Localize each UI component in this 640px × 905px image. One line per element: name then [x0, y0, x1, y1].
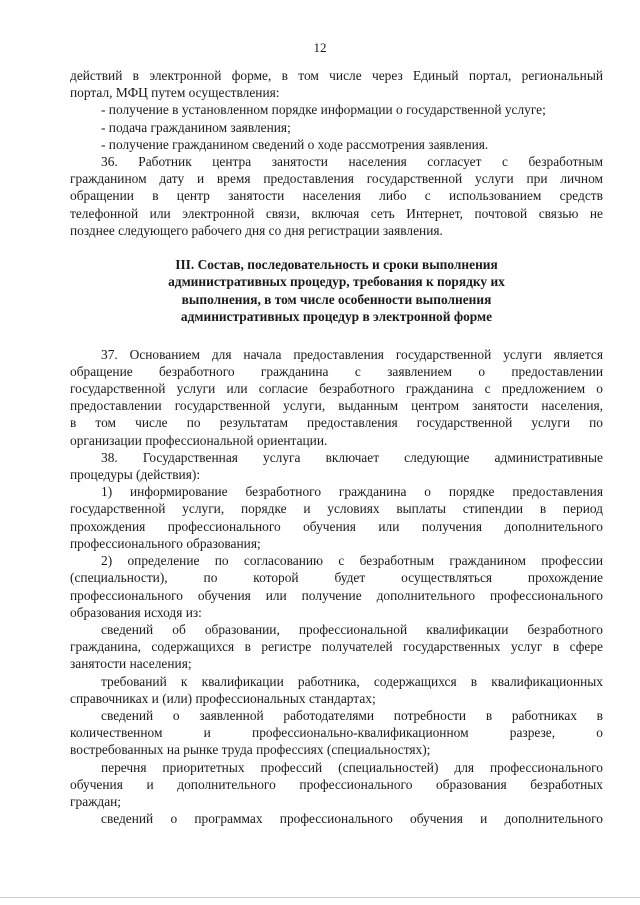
- section-heading: [70, 256, 603, 326]
- text-line: профессионального обучения или получение дополнительного профессионального: [70, 587, 603, 603]
- text-line: 38. Государственная услуга включает следующие административные: [101, 449, 603, 465]
- text-line: справочниках и (или) профессиональных стандартах;: [70, 690, 376, 706]
- paragraph: [70, 707, 603, 759]
- text-line: позднее следующего рабочего дня со дня регистрации заявления.: [70, 222, 443, 238]
- paragraph: [70, 153, 603, 239]
- paragraph: [70, 810, 603, 827]
- text-line: - подача гражданином заявления;: [101, 119, 291, 135]
- heading-line: административных процедур в электронной форме: [180, 309, 493, 325]
- heading-line: административных процедур, требования к порядку их: [168, 274, 505, 290]
- paragraph: [70, 101, 603, 118]
- text-line: предоставлении государственной услуги, выданным центром занятости населения,: [70, 398, 603, 414]
- text-line: требований к квалификации работника, содержащихся в квалификационных: [101, 673, 603, 689]
- text-line: обращение безработного гражданина с заявлением о предоставлении: [70, 363, 603, 379]
- text-line: сведений о программах профессионального обучения и дополнительного: [101, 811, 603, 827]
- paragraph: [70, 759, 603, 811]
- text-line: занятости населения;: [70, 656, 192, 672]
- text-line: количественном и профессионально-квалификационном разрезе, о: [70, 725, 603, 741]
- text-line: перечня приоритетных профессий (специальностей) для профессионального: [101, 759, 603, 775]
- text-line: граждан;: [70, 793, 122, 809]
- page-bottom-edge: [0, 897, 640, 898]
- text-line: 2) определение по согласованию с безработным гражданином профессии: [101, 553, 603, 569]
- paragraphs-after-heading: [70, 346, 603, 828]
- text-line: 1) информирование безработного гражданина о порядке предоставления: [101, 484, 603, 500]
- text-line: в том числе по результатам предоставления государственной услуги по: [70, 415, 603, 431]
- paragraph: [70, 119, 603, 136]
- document-body: [70, 67, 603, 827]
- text-line: телефонной или электронной связи, включая сеть Интернет, почтовой связью не: [70, 205, 603, 221]
- paragraph: [70, 552, 603, 621]
- paragraphs-before-heading: [70, 67, 603, 239]
- text-line: гражданина, содержащихся в регистре получателей государственных услуг в сфере: [70, 639, 603, 655]
- text-line: обучения и дополнительного профессионального образования безработных: [70, 776, 603, 792]
- text-line: портал, МФЦ путем осуществления:: [70, 85, 280, 101]
- text-line: востребованных на рынке труда профессиях (специальностях);: [70, 742, 431, 758]
- text-line: государственной услуги или согласие безработного гражданина с предложением о: [70, 381, 603, 397]
- heading-line: выполнения, в том числе особенности выполнения: [181, 291, 492, 307]
- text-line: прохождения профессионального обучения или получения дополнительного: [70, 518, 603, 534]
- text-line: действий в электронной форме, в том числе через Единый портал, региональный: [70, 68, 603, 83]
- page-number: 12: [313, 40, 327, 55]
- paragraph: [70, 621, 603, 673]
- text-line: профессионального образования;: [70, 535, 261, 551]
- text-line: 37. Основанием для начала предоставления государственной услуги является: [101, 346, 603, 362]
- text-line: сведений об образовании, профессиональной квалификации безработного: [101, 621, 603, 637]
- paragraph: [70, 136, 603, 153]
- paragraph: [70, 673, 603, 707]
- text-line: сведений о заявленной работодателями потребности в работниках в: [101, 707, 603, 723]
- text-line: 36. Работник центра занятости населения согласует с безработным: [101, 154, 603, 170]
- text-line: - получение в установленном порядке информации о государственной услуге;: [101, 102, 546, 118]
- paragraph: [70, 483, 603, 552]
- text-line: образования исходя из:: [70, 604, 202, 620]
- text-line: организации профессиональной ориентации.: [70, 432, 328, 448]
- text-line: гражданином дату и время предоставления государственной услуги при личном: [70, 171, 603, 187]
- text-line: государственной услуги, порядке и условиях выплаты стипендии в период: [70, 501, 603, 517]
- heading-line: III. Состав, последовательность и сроки выполнения: [175, 257, 498, 273]
- text-line: процедуры (действия):: [70, 467, 201, 483]
- text-line: (специальности), по которой будет осуществляться прохождение: [70, 570, 603, 586]
- paragraph: [70, 67, 603, 101]
- text-line: обращении в центр занятости населения либо с использованием средств: [70, 188, 603, 204]
- paragraph: [70, 346, 603, 449]
- text-line: - получение гражданином сведений о ходе рассмотрения заявления.: [101, 136, 489, 152]
- paragraph: [70, 449, 603, 483]
